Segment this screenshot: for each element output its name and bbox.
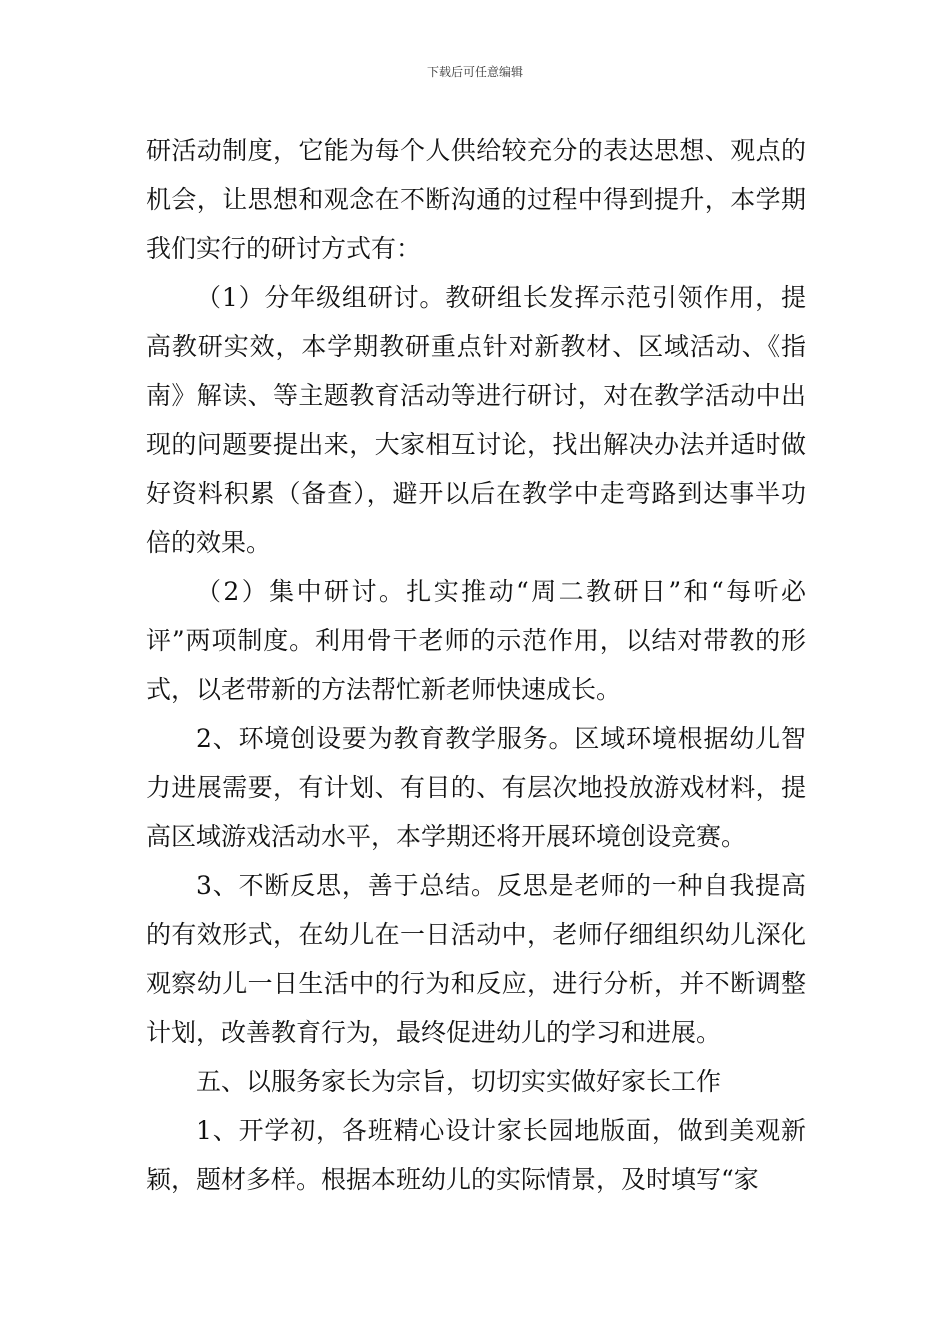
paragraph-grade-group-discussion: （1）分年级组研讨。教研组长发挥示范引领作用，提高教研实效，本学期教研重点针对新教材、区域活动、《指南》解读、等主题教育活动等进行研讨，对在教学活动中出现的问题要提出来，大家相互讨论，找出解决办法并适时做好资料积累（备查），避开以后在教学中走弯路到达事半功倍的效果。	[146, 283, 806, 557]
paragraph-environment-creation: 2、环境创设要为教育教学服务。区域环境根据幼儿智力进展需要，有计划、有目的、有层次地投放游戏材料，提高区域游戏活动水平，本学期还将开展环境创设竞赛。	[146, 724, 806, 851]
paragraph-reflection: 3、不断反思，善于总结。反思是老师的一种自我提高的有效形式，在幼儿在一日活动中，老师仔细组织幼儿深化观察幼儿一日生活中的行为和反应，进行分析，并不断调整计划，改善教育行为，最终促进幼儿的学习和进展。	[146, 871, 806, 1047]
paragraph-continued: 研活动制度，它能为每个人供给较充分的表达思想、观点的机会，让思想和观念在不断沟通的过程中得到提升，本学期我们实行的研讨方式有：	[146, 136, 806, 263]
section-heading-parent-work: 五、以服务家长为宗旨，切切实实做好家长工作	[196, 1067, 722, 1096]
document-body	[146, 126, 806, 1204]
page-header: 下载后可任意编辑	[426, 65, 523, 79]
paragraph-parent-garden: 1、开学初，各班精心设计家长园地版面，做到美观新颖，题材多样。根据本班幼儿的实际情景，及时填写“家	[146, 1116, 806, 1194]
paragraph-centralized-discussion: （2）集中研讨。扎实推动“周二教研日”和“每听必评”两项制度。利用骨干老师的示范作用，以结对带教的形式，以老带新的方法帮忙新老师快速成长。	[146, 577, 806, 704]
